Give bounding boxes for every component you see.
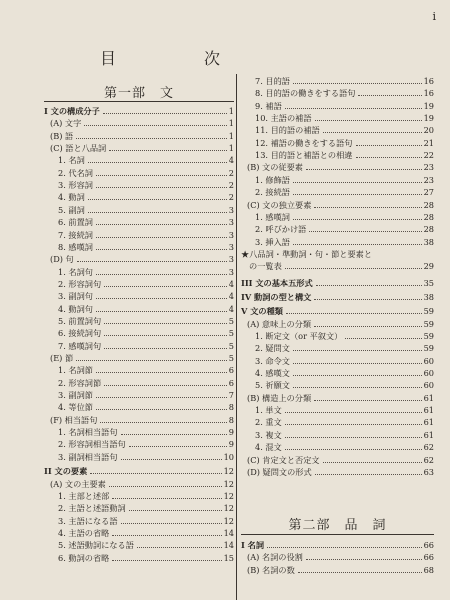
- dot-leader: [306, 559, 422, 560]
- part-heading-rule: [241, 534, 434, 535]
- dot-leader: [314, 400, 421, 401]
- dot-leader: [121, 459, 222, 460]
- toc-entry-page: 27: [423, 187, 434, 198]
- dot-leader: [293, 244, 422, 245]
- toc-entry-page: 16: [423, 88, 434, 99]
- toc-entry-page: 28: [423, 211, 434, 222]
- toc-entry-label: 7. 感嘆詞句: [58, 340, 102, 351]
- dot-leader: [96, 298, 227, 299]
- dot-leader: [286, 313, 422, 314]
- dot-leader: [96, 372, 227, 373]
- toc-entry-page: 5: [228, 315, 234, 326]
- toc-entry-label: 1. 感嘆詞: [255, 211, 290, 222]
- toc-entry-label: 4. 動詞: [58, 192, 85, 203]
- toc-entry: [58, 378, 234, 388]
- dot-leader: [104, 335, 227, 336]
- toc-entry: [255, 405, 434, 415]
- toc-entry-label: II 文の要素: [44, 466, 88, 477]
- toc-entry-page: 15: [223, 552, 234, 563]
- dot-leader: [285, 412, 422, 413]
- dot-leader: [356, 145, 422, 146]
- toc-entry-label: 2. 形容詞相当語句: [58, 439, 126, 450]
- dot-leader: [112, 535, 221, 536]
- toc-entry: [247, 393, 434, 403]
- dot-leader: [96, 311, 227, 312]
- toc-entry-label: 3. 形容詞: [58, 180, 93, 191]
- toc-entry: [58, 516, 234, 526]
- toc-entry: [58, 503, 234, 513]
- toc-entry: [255, 150, 434, 160]
- toc-entry: [241, 278, 434, 288]
- toc-entry-page: 60: [423, 380, 434, 391]
- toc-entry-page: 3: [228, 241, 234, 252]
- dot-leader: [358, 95, 421, 96]
- dot-leader: [285, 437, 422, 438]
- toc-entry: [58, 365, 234, 375]
- toc-entry-page: 2: [228, 192, 234, 203]
- dot-leader: [293, 363, 422, 364]
- toc-entry: [44, 106, 234, 116]
- part-heading-2: 第二部 品 詞: [288, 518, 387, 533]
- toc-entry-page: 1: [228, 106, 234, 116]
- toc-entry-label: 2. 呼びかけ語: [255, 224, 307, 235]
- dot-leader: [104, 348, 227, 349]
- toc-entry-page: 60: [423, 355, 434, 366]
- dot-leader: [314, 299, 421, 300]
- toc-entry-page: 63: [423, 466, 434, 477]
- dot-leader: [129, 510, 222, 511]
- toc-entry-label: (B) 語: [50, 130, 74, 141]
- toc-entry: [255, 356, 434, 366]
- dot-leader: [298, 572, 422, 573]
- toc-entry: [50, 479, 234, 489]
- toc-entry-label: 3. 複文: [255, 429, 282, 440]
- dot-leader: [129, 446, 227, 447]
- toc-entry-page: 9: [228, 427, 234, 438]
- toc-entry: [255, 101, 434, 111]
- dot-leader: [293, 83, 422, 84]
- toc-entry: [247, 455, 434, 465]
- toc-entry-page: 62: [423, 454, 434, 465]
- toc-entry: [255, 224, 434, 234]
- toc-entry: [58, 439, 234, 449]
- toc-entry-label: 1. 断定文（or 平叙文）: [255, 331, 343, 341]
- toc-entry-label: (A) 文字: [50, 118, 82, 129]
- toc-entry-label: 1. 主部と述部: [58, 490, 110, 501]
- toc-entry-page: 8: [228, 414, 234, 425]
- dot-leader: [267, 547, 422, 548]
- toc-entry: [255, 237, 434, 247]
- toc-entry-page: 9: [228, 439, 234, 450]
- toc-entry: [58, 452, 234, 462]
- dot-leader: [306, 169, 422, 170]
- toc-entry-label: 9. 補語: [255, 100, 282, 111]
- toc-entry-label: 5. 副詞: [58, 204, 85, 215]
- toc-entry: [255, 442, 434, 452]
- toc-entry-label: 13. 目的語と補語との相違: [255, 150, 353, 161]
- toc-entry-page: 38: [423, 236, 434, 247]
- toc-entry-label: 7. 接続詞: [58, 229, 93, 240]
- toc-entry-label: 1. 名詞句: [58, 266, 93, 277]
- toc-entry: [255, 88, 434, 98]
- toc-entry: [58, 192, 234, 202]
- toc-entry: [50, 131, 234, 141]
- toc-entry-label: 2. 重文: [255, 417, 282, 428]
- dot-leader: [109, 486, 222, 487]
- toc-entry-label: 3. 挿入語: [255, 236, 290, 247]
- dot-leader: [345, 338, 421, 339]
- toc-entry-label: (E) 節: [50, 353, 74, 363]
- dot-leader: [316, 285, 422, 286]
- toc-entry-page: 19: [423, 113, 434, 124]
- toc-entry-label: 4. 等位節: [58, 402, 93, 413]
- toc-entry-page: 23: [423, 174, 434, 185]
- dot-leader: [88, 162, 227, 163]
- toc-entry-page: 22: [423, 150, 434, 161]
- toc-entry: [241, 306, 434, 316]
- dot-leader: [90, 473, 221, 474]
- dot-leader: [88, 199, 227, 200]
- toc-entry: [58, 230, 234, 240]
- dot-leader: [293, 375, 422, 376]
- toc-entry: [247, 552, 434, 562]
- toc-entry-page: 12: [223, 503, 234, 514]
- toc-entry-page: 5: [228, 353, 234, 363]
- toc-entry-label: 1. 名詞節: [58, 365, 93, 376]
- toc-entry-page: 3: [228, 204, 234, 215]
- toc-entry-page: 59: [423, 306, 434, 317]
- dot-leader: [285, 449, 422, 450]
- toc-entry-page: 4: [228, 155, 234, 166]
- toc-entry-label: I 文の構成分子: [44, 106, 100, 116]
- page-number: i: [432, 10, 436, 23]
- toc-entry-label: 5. 述語動詞になる語: [58, 540, 134, 551]
- toc-entry-page: 12: [223, 466, 234, 477]
- toc-entry: [58, 180, 234, 190]
- toc-entry-page: 7: [228, 390, 234, 401]
- dot-leader: [121, 434, 227, 435]
- toc-entry-label: 3. 命令文: [255, 355, 290, 366]
- toc-entry: [247, 319, 434, 329]
- toc-entry-page: 12: [223, 478, 234, 489]
- toc-entry-label: 11. 目的語の補語: [255, 125, 320, 136]
- dot-leader: [121, 523, 222, 524]
- toc-entry-page: 10: [223, 451, 234, 462]
- dot-leader: [314, 326, 422, 327]
- toc-entry-label: 3. 副詞句: [58, 291, 93, 302]
- toc-entry: [50, 415, 234, 425]
- toc-entry: [50, 254, 234, 264]
- toc-entry-page: 59: [423, 343, 434, 354]
- toc-entry: [255, 331, 434, 341]
- dot-leader: [88, 212, 227, 213]
- toc-entry-label: 4. 混文: [255, 442, 282, 453]
- toc-entry-page: 8: [228, 402, 234, 413]
- toc-entry-page: 28: [423, 199, 434, 210]
- toc-entry: [241, 292, 434, 302]
- toc-entry: [255, 175, 434, 185]
- toc-entry-page: 66: [423, 540, 434, 550]
- toc-entry-label: 10. 主語の補語: [255, 113, 312, 124]
- toc-entry-page: 60: [423, 368, 434, 379]
- toc-entry-label: 2. 主語と述語動詞: [58, 503, 126, 514]
- toc-entry: [255, 187, 434, 197]
- toc-entry-label: 6. 接続詞句: [58, 328, 102, 339]
- toc-entry: [255, 113, 434, 123]
- dot-leader: [96, 224, 227, 225]
- toc-entry: [58, 217, 234, 227]
- toc-entry: [255, 368, 434, 378]
- toc-entry-label: 1. 単文: [255, 405, 282, 416]
- toc-entry: [50, 353, 234, 363]
- toc-entry: [58, 291, 234, 301]
- part-heading-1: 第一部 文: [103, 86, 174, 101]
- toc-entry-page: 35: [423, 277, 434, 288]
- toc-entry-page: 29: [423, 261, 434, 272]
- toc-entry-label: (B) 名詞の数: [247, 564, 295, 575]
- toc-entry: [58, 168, 234, 178]
- toc-entry: [58, 267, 234, 277]
- toc-entry: [58, 341, 234, 351]
- dot-leader: [285, 268, 422, 269]
- toc-entry-label: 1. 修飾語: [255, 174, 290, 185]
- toc-entry: [58, 242, 234, 252]
- toc-entry: [255, 343, 434, 353]
- toc-entry-label: 7. 目的語: [255, 76, 290, 86]
- toc-entry: [255, 417, 434, 427]
- toc-entry-page: 61: [423, 405, 434, 416]
- toc-entry-label: (C) 文の独立要素: [247, 199, 312, 210]
- toc-entry-label: 8. 感嘆詞: [58, 241, 93, 252]
- dot-leader: [104, 286, 227, 287]
- dot-leader: [84, 125, 227, 126]
- toc-entry: [58, 528, 234, 538]
- dot-leader: [96, 237, 227, 238]
- toc-entry-label: 4. 動詞句: [58, 303, 93, 314]
- toc-entry-page: 20: [423, 125, 434, 136]
- toc-entry-label: IV 動詞の型と構文: [241, 291, 312, 302]
- dot-leader: [293, 194, 422, 195]
- toc-entry-label: 5. 前置詞句: [58, 315, 102, 326]
- toc-entry-page: 16: [423, 76, 434, 86]
- toc-entry-label: 2. 形容詞節: [58, 377, 102, 388]
- toc-entry-label: (A) 名詞の役割: [247, 552, 303, 563]
- toc-entry-label: 4. 感嘆文: [255, 368, 290, 379]
- toc-entry: [58, 540, 234, 550]
- toc-entry: [241, 540, 434, 550]
- dot-leader: [315, 474, 422, 475]
- toc-entry-label: 3. 主語になる語: [58, 515, 118, 526]
- toc-entry: [255, 138, 434, 148]
- toc-entry-label: V 文の種類: [241, 306, 283, 317]
- toc-entry-page: 14: [223, 540, 234, 551]
- dot-leader: [96, 187, 227, 188]
- toc-entry: [44, 466, 234, 476]
- toc-entry-page: 1: [228, 143, 234, 154]
- dot-leader: [285, 108, 422, 109]
- dot-leader: [96, 397, 227, 398]
- toc-entry-page: 4: [228, 291, 234, 302]
- toc-entry-page: 3: [228, 254, 234, 265]
- toc-entry-page: 2: [228, 180, 234, 191]
- toc-entry-label-cont: の一覧表: [249, 261, 282, 272]
- toc-entry-page: 4: [228, 303, 234, 314]
- toc-entry-label: I 名詞: [241, 540, 265, 550]
- dot-leader: [96, 409, 227, 410]
- toc-entry-label: 2. 代名詞: [58, 167, 93, 178]
- dot-leader: [103, 113, 227, 114]
- toc-entry-page: 38: [423, 291, 434, 302]
- dot-leader: [323, 132, 422, 133]
- toc-entry: [255, 212, 434, 222]
- toc-entry-label: 2. 接続語: [255, 187, 290, 198]
- toc-entry: [249, 261, 434, 271]
- toc-entry: [247, 200, 434, 210]
- toc-entry-page: 59: [423, 318, 434, 329]
- dot-leader: [323, 462, 422, 463]
- toc-entry-label: 5. 祈願文: [255, 380, 290, 391]
- dot-leader: [109, 150, 227, 151]
- toc-entry-label: (A) 文の主要素: [50, 478, 106, 489]
- toc-entry: [58, 427, 234, 437]
- toc-entry-page: 14: [223, 527, 234, 538]
- dot-leader: [100, 422, 226, 423]
- toc-entry-label: (D) 句: [50, 254, 74, 265]
- toc-entry: [255, 125, 434, 135]
- toc-entry: [255, 76, 434, 86]
- page-title: 目 次: [99, 49, 256, 68]
- dot-leader: [96, 274, 227, 275]
- toc-entry-label: (C) 肯定文と否定文: [247, 454, 320, 465]
- toc-entry-page: 6: [228, 377, 234, 388]
- toc-entry: [50, 118, 234, 128]
- toc-entry-page: 3: [228, 217, 234, 228]
- toc-entry-page: 59: [423, 331, 434, 341]
- toc-entry-label: 2. 疑問文: [255, 343, 290, 354]
- toc-entry-page: 28: [423, 224, 434, 235]
- toc-entry-page: 1: [228, 130, 234, 141]
- dot-leader: [315, 120, 422, 121]
- part-heading-rule: [44, 101, 234, 102]
- toc-entry-page: 12: [223, 490, 234, 501]
- dot-leader: [137, 547, 222, 548]
- toc-entry-page: 6: [228, 365, 234, 376]
- toc-entry-page: 61: [423, 429, 434, 440]
- toc-entry: [58, 205, 234, 215]
- toc-entry-page: 2: [228, 167, 234, 178]
- toc-entry: [58, 316, 234, 326]
- dot-leader: [77, 261, 227, 262]
- toc-entry-page: 4: [228, 278, 234, 289]
- dot-leader: [293, 387, 422, 388]
- toc-entry: [58, 402, 234, 412]
- toc-entry: [50, 143, 234, 153]
- dot-leader: [356, 157, 422, 158]
- dot-leader: [314, 207, 421, 208]
- toc-entry: [247, 467, 434, 477]
- toc-entry-page: 21: [423, 137, 434, 148]
- toc-entry: [247, 162, 434, 172]
- toc-entry-page: 19: [423, 100, 434, 111]
- toc-entry-page: 3: [228, 266, 234, 277]
- toc-entry-page: 12: [223, 515, 234, 526]
- dot-leader: [285, 424, 422, 425]
- dot-leader: [293, 182, 422, 183]
- dot-leader: [96, 249, 227, 250]
- toc-entry-label: 3. 副詞相当語句: [58, 451, 118, 462]
- toc-entry-label: 2. 形容詞句: [58, 278, 102, 289]
- dot-leader: [76, 360, 227, 361]
- toc-entry-label: (C) 語と八品詞: [50, 143, 107, 154]
- toc-entry-page: 23: [423, 162, 434, 173]
- toc-entry-label: 3. 副詞節: [58, 390, 93, 401]
- toc-entry-label: 4. 主語の省略: [58, 527, 110, 538]
- toc-entry-label: 6. 動詞の省略: [58, 552, 110, 563]
- toc-entry: [58, 553, 234, 563]
- toc-entry-label: 12. 補語の働きをする語句: [255, 137, 353, 148]
- toc-entry-page: 61: [423, 417, 434, 428]
- toc-entry-label: (B) 構造上の分類: [247, 392, 312, 403]
- toc-entry-label: (F) 相当語句: [50, 414, 98, 425]
- toc-entry-label: (D) 疑問文の形式: [247, 466, 312, 477]
- toc-entry: [58, 279, 234, 289]
- toc-entry-label: (A) 意味上の分類: [247, 318, 312, 329]
- toc-entry-page: 68: [423, 564, 434, 575]
- toc-entry: [247, 565, 434, 575]
- toc-entry-label: ★八品詞・準動詞・句・節と要素と: [241, 248, 373, 259]
- dot-leader: [104, 385, 227, 386]
- dot-leader: [112, 560, 221, 561]
- column-divider: [236, 74, 237, 600]
- toc-entry-label: (B) 文の従要素: [247, 162, 303, 173]
- dot-leader: [76, 138, 227, 139]
- toc-entry-page: 66: [423, 552, 434, 563]
- toc-entry-page: 62: [423, 442, 434, 453]
- dot-leader: [293, 219, 422, 220]
- toc-entry: [58, 328, 234, 338]
- toc-entry-label: III 文の基本五形式: [241, 277, 313, 288]
- dot-leader: [104, 323, 227, 324]
- toc-entry: [58, 491, 234, 501]
- toc-entry: [58, 155, 234, 165]
- toc-entry-label: 6. 前置詞: [58, 217, 93, 228]
- toc-entry-page: 61: [423, 392, 434, 403]
- toc-entry-label: 1. 名詞: [58, 155, 85, 166]
- dot-leader: [309, 231, 421, 232]
- toc-entry-page: 5: [228, 328, 234, 339]
- toc-entry: [58, 390, 234, 400]
- toc-entry: [58, 304, 234, 314]
- toc-entry: [255, 430, 434, 440]
- toc-entry-page: 5: [228, 340, 234, 351]
- toc-entry-label: 1. 名詞相当語句: [58, 427, 118, 438]
- dot-leader: [293, 350, 422, 351]
- dot-leader: [112, 498, 221, 499]
- toc-entry-page: 3: [228, 229, 234, 240]
- toc-entry-page: 1: [228, 118, 234, 129]
- toc-entry-label: 8. 目的語の働きをする語句: [255, 88, 356, 99]
- toc-entry: [255, 380, 434, 390]
- dot-leader: [96, 175, 227, 176]
